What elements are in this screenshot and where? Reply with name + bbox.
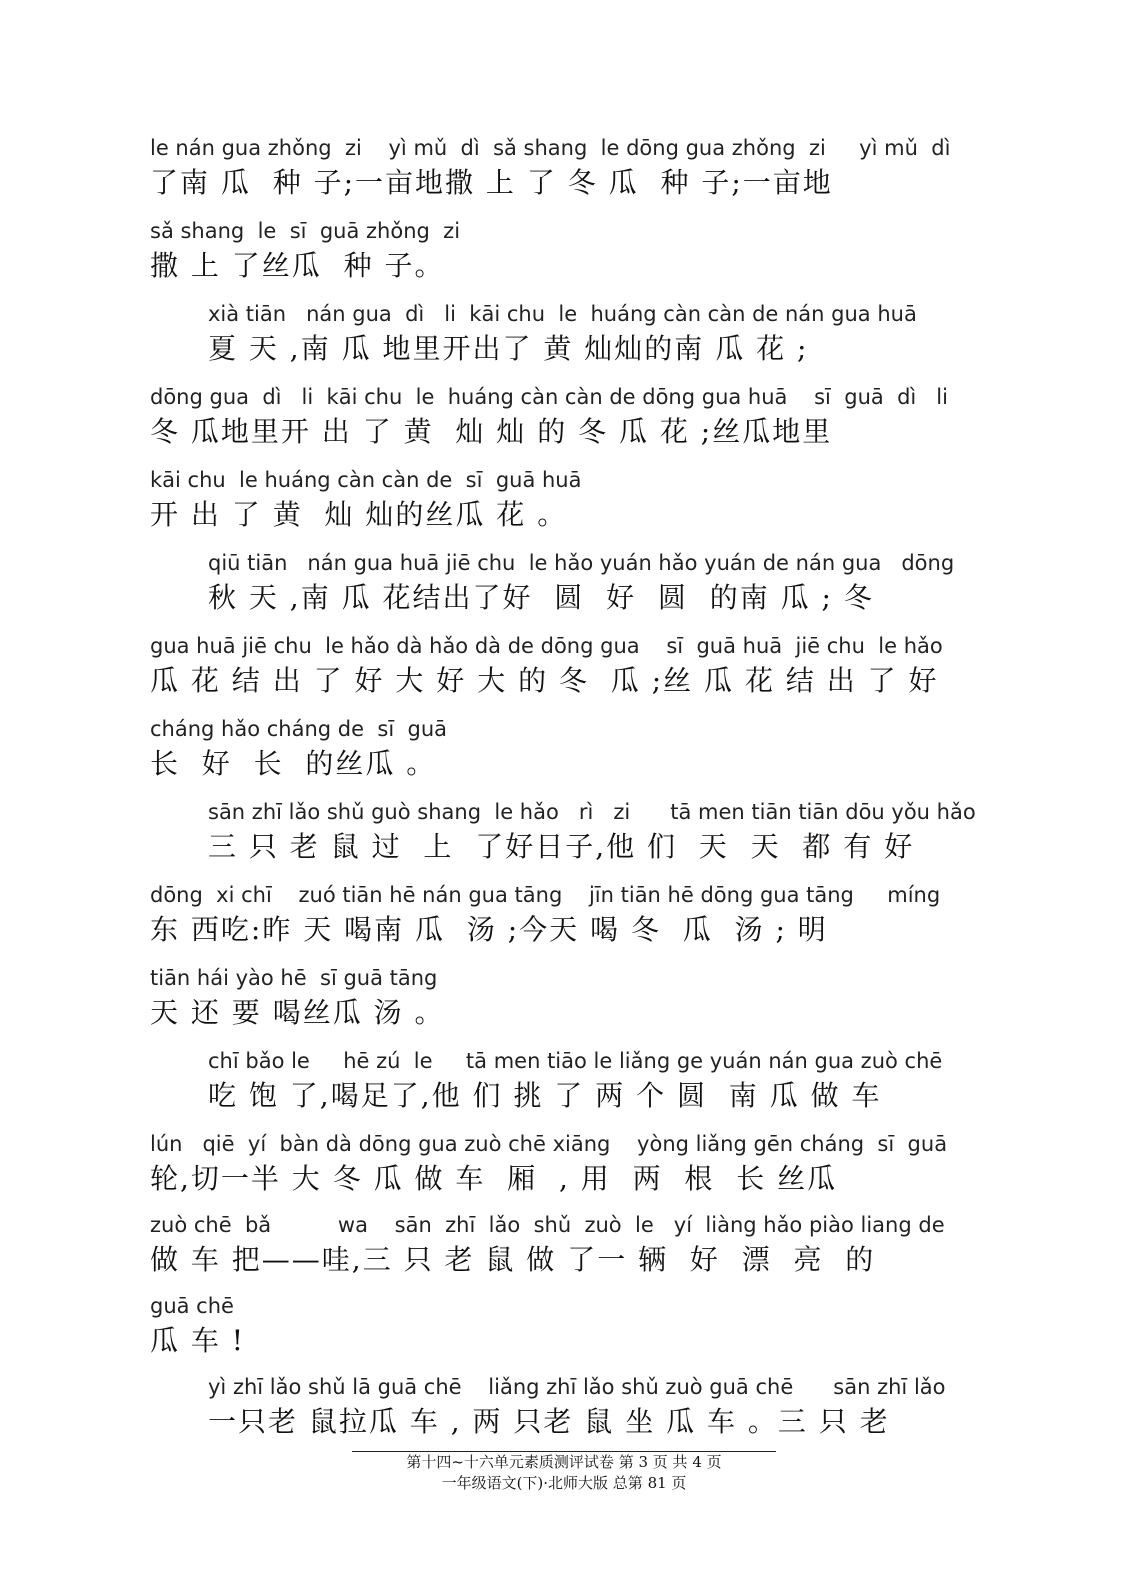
hanzi-line: 东 西吃:昨 天 喝南 瓜 汤 ;今天 喝 冬 瓜 汤 ; 明 bbox=[150, 913, 828, 946]
hanzi-line: 吃 饱 了,喝足了,他 们 挑 了 两 个 圆 南 瓜 做 车 bbox=[208, 1079, 882, 1112]
pinyin-line: gua huā jiē chu le hǎo dà hǎo dà de dōng gua sī guā huā jiē chu le hǎo bbox=[150, 634, 943, 658]
text-line bbox=[150, 135, 1018, 201]
text-line bbox=[150, 1131, 1018, 1197]
pinyin-line: le nán gua zhǒng zi yì mǔ dì sǎ shang le dōng gua zhǒng zi yì mǔ dì bbox=[150, 136, 951, 160]
text-line bbox=[208, 550, 1018, 616]
footer-test-info: 第十四~十六单元素质测评试卷 第 3 页 共 4 页 bbox=[406, 1453, 722, 1471]
pinyin-line: xià tiān nán gua dì li kāi chu le huáng càn càn de nán gua huā bbox=[208, 302, 917, 326]
footer-book-info: 一年级语文(下)·北师大版 总第 81 页 bbox=[441, 1474, 687, 1492]
pinyin-line: chī bǎo le hē zú le tā men tiāo le liǎng ge yuán nán gua zuò chē bbox=[208, 1049, 943, 1073]
hanzi-line: 长 好 长 的丝瓜 。 bbox=[150, 747, 437, 780]
pinyin-line: lún qiē yí bàn dà dōng gua zuò chē xiāng yòng liǎng gēn cháng sī guā bbox=[150, 1132, 948, 1156]
pinyin-line: kāi chu le huáng càn càn de sī guā huā bbox=[150, 468, 582, 492]
pinyin-line: sǎ shang le sī guā zhǒng zi bbox=[150, 219, 461, 243]
text-line bbox=[150, 384, 1018, 450]
pinyin-line: sān zhī lǎo shǔ guò shang le hǎo rì zi tā men tiān tiān dōu yǒu hǎo bbox=[208, 800, 976, 824]
hanzi-line: 冬 瓜地里开 出 了 黄 灿 灿 的 冬 瓜 花 ;丝瓜地里 bbox=[150, 415, 833, 448]
pinyin-line: tiān hái yào hē sī guā tāng bbox=[150, 966, 438, 990]
pinyin-line: dōng xi chī zuó tiān hē nán gua tāng jīn tiān hē dōng gua tāng míng bbox=[150, 883, 941, 907]
hanzi-line: 瓜 花 结 出 了 好 大 好 大 的 冬 瓜 ;丝 瓜 花 结 出 了 好 bbox=[150, 664, 939, 697]
hanzi-line: 三 只 老 鼠 过 上 了好日子,他 们 天 天 都 有 好 bbox=[208, 830, 915, 863]
pinyin-line: dōng gua dì li kāi chu le huáng càn càn de dōng gua huā sī guā dì li bbox=[150, 385, 948, 409]
text-line bbox=[208, 799, 1018, 865]
pinyin-line: yì zhī lǎo shǔ lā guā chē liǎng zhī lǎo shǔ zuò guā chē sān zhī lǎo bbox=[208, 1375, 946, 1399]
hanzi-line: 做 车 把——哇,三 只 老 鼠 做 了一 辆 好 漂 亮 的 bbox=[150, 1243, 876, 1276]
hanzi-line: 撒 上 了丝瓜 种 子。 bbox=[150, 249, 445, 282]
hanzi-line: 了南 瓜 种 子;一亩地撒 上 了 冬 瓜 种 子;一亩地 bbox=[150, 166, 833, 199]
hanzi-line: 瓜 车 ! bbox=[150, 1324, 246, 1357]
hanzi-line: 一只老 鼠拉瓜 车 , 两 只老 鼠 坐 瓜 车 。三 只 老 bbox=[208, 1405, 890, 1438]
hanzi-line: 天 还 要 喝丝瓜 汤 。 bbox=[150, 996, 445, 1029]
text-line bbox=[208, 301, 1018, 367]
text-line bbox=[150, 965, 1018, 1031]
hanzi-line: 开 出 了 黄 灿 灿的丝瓜 花 。 bbox=[150, 498, 568, 531]
hanzi-line: 秋 天 ,南 瓜 花结出了好 圆 好 圆 的南 瓜 ; 冬 bbox=[208, 581, 874, 614]
footer-divider bbox=[352, 1451, 776, 1452]
text-line bbox=[150, 1212, 1018, 1278]
text-line bbox=[150, 633, 1018, 699]
hanzi-line: 夏 天 ,南 瓜 地里开出了 黄 灿灿的南 瓜 花 ; bbox=[208, 332, 809, 365]
text-line bbox=[150, 218, 1018, 284]
text-line bbox=[150, 882, 1018, 948]
pinyin-line: zuò chē bǎ wa sān zhī lǎo shǔ zuò le yí liàng hǎo piào liang de bbox=[150, 1213, 945, 1237]
text-line bbox=[150, 716, 1018, 782]
text-line bbox=[208, 1048, 1018, 1114]
pinyin-line: cháng hǎo cháng de sī guā bbox=[150, 717, 448, 741]
text-line bbox=[150, 1293, 1018, 1359]
hanzi-line: 轮,切一半 大 冬 瓜 做 车 厢 , 用 两 根 长 丝瓜 bbox=[150, 1162, 838, 1195]
pinyin-line: guā chē bbox=[150, 1294, 234, 1318]
text-line bbox=[150, 467, 1018, 533]
pinyin-line: qiū tiān nán gua huā jiē chu le hǎo yuán hǎo yuán de nán gua dōng bbox=[208, 551, 955, 575]
text-line bbox=[208, 1374, 1018, 1440]
